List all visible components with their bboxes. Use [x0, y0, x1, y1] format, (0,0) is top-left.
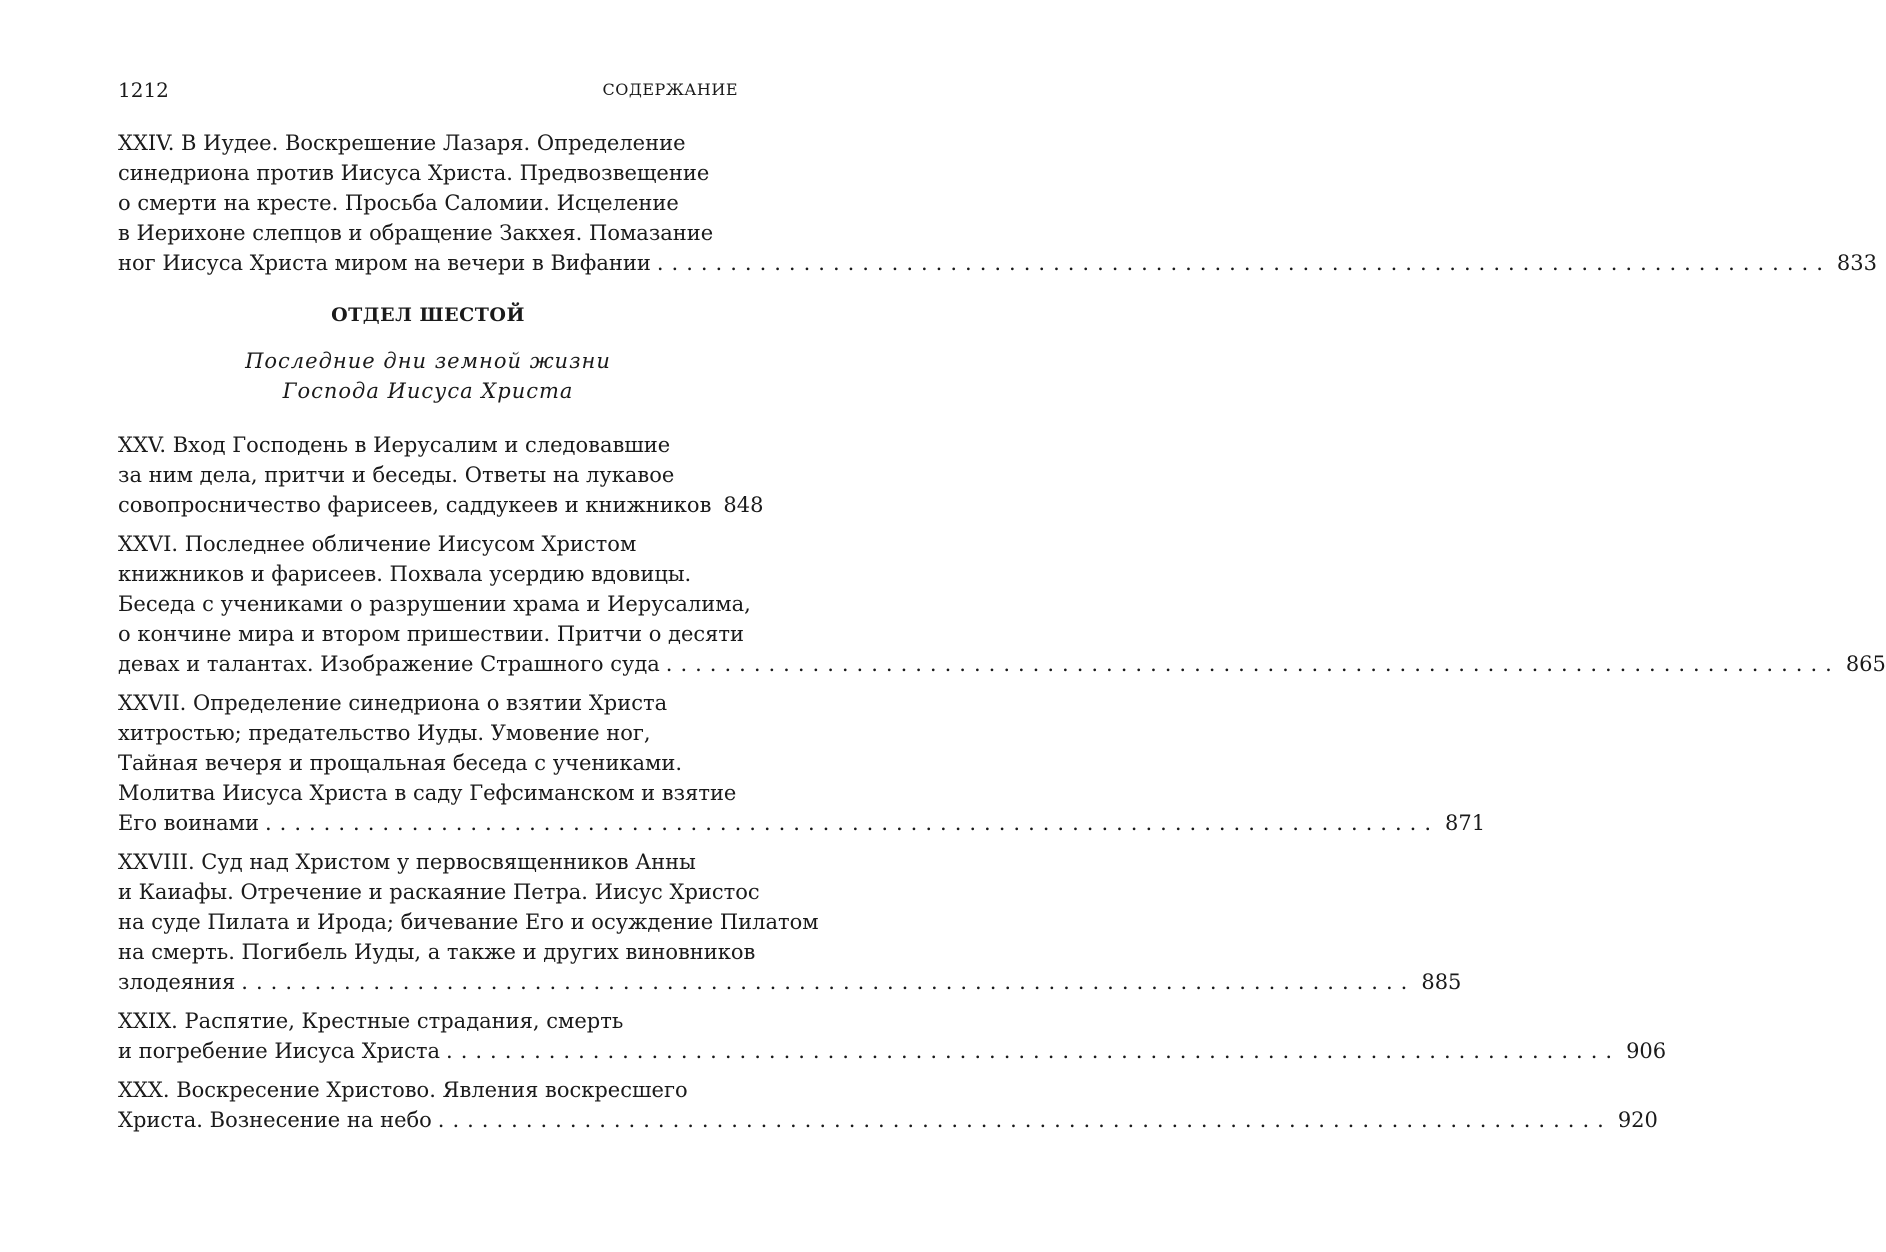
- toc-entry-text: совопросничество фарисеев, саддукеев и книжников: [118, 493, 712, 517]
- toc-entry-line: XXVII. Определение синедриона о взятии Христа: [118, 691, 668, 715]
- table-of-contents: [118, 128, 1886, 1144]
- toc-entry: [118, 1006, 1667, 1066]
- toc-entry: [118, 128, 1877, 278]
- toc-entry-text: злодеяния: [118, 970, 236, 994]
- toc-entry-line: XXVIII. Суд над Христом у первосвященников Анны: [118, 850, 696, 874]
- toc-entry-last-line: [118, 1036, 1667, 1066]
- toc-entry-line: за ним дела, притчи и беседы. Ответы на лукавое: [118, 463, 675, 487]
- toc-entry-last-line: [118, 808, 1486, 838]
- toc-entry-last-line: [118, 490, 764, 520]
- dot-leader: ................................................................................: [656, 251, 1831, 275]
- dot-leader: ................................................................................: [241, 970, 1416, 994]
- dot-leader: ................................................................................: [437, 1108, 1612, 1132]
- toc-entry-line: книжников и фарисеев. Похвала усердию вдовицы.: [118, 562, 692, 586]
- toc-entry-line: о кончине мира и втором пришествии. Притчи о десяти: [118, 622, 745, 646]
- section-subtitle-line: Последние дни земной жизни: [245, 349, 611, 373]
- toc-entry-line: в Иерихоне слепцов и обращение Закхея. Помазание: [118, 221, 714, 245]
- toc-page-number: 865: [1845, 652, 1886, 676]
- toc-entry: [118, 529, 1886, 679]
- dot-leader: ................................................................................: [665, 652, 1840, 676]
- toc-entry-line: XXIX. Распятие, Крестные страдания, смерть: [118, 1009, 624, 1033]
- page-number: 1212: [118, 78, 169, 102]
- toc-page-number: 848: [723, 493, 764, 517]
- toc-entries-before: [118, 128, 1877, 278]
- toc-entry-line: XXVI. Последнее обличение Иисусом Христом: [118, 532, 637, 556]
- toc-page-number: 906: [1626, 1039, 1667, 1063]
- toc-entry-text: и погребение Иисуса Христа: [118, 1039, 441, 1063]
- toc-entry-line: хитростью; предательство Иуды. Умовение ног,: [118, 721, 651, 745]
- toc-entry-text: ног Иисуса Христа миром на вечери в Вифании: [118, 251, 651, 275]
- page-header: [118, 78, 738, 108]
- section-subtitle: [118, 346, 738, 406]
- toc-entry-line: о смерти на кресте. Просьба Саломии. Исцеление: [118, 191, 679, 215]
- toc-entry-line: XXV. Вход Господень в Иерусалим и следовавшие: [118, 433, 671, 457]
- toc-page-number: 920: [1617, 1108, 1658, 1132]
- toc-entry-line: Молитва Иисуса Христа в саду Гефсиманском и взятие: [118, 781, 737, 805]
- dot-leader: ................................................................................: [446, 1039, 1621, 1063]
- section-subtitle-line: Господа Иисуса Христа: [282, 379, 574, 403]
- toc-entry-last-line: [118, 967, 1462, 997]
- toc-entry-last-line: [118, 248, 1877, 278]
- toc-page-number: 885: [1421, 970, 1462, 994]
- toc-entry-last-line: [118, 649, 1886, 679]
- toc-entry-line: на суде Пилата и Ирода; бичевание Его и осуждение Пилатом: [118, 910, 819, 934]
- toc-entry-line: XXX. Воскресение Христово. Явления воскресшего: [118, 1078, 688, 1102]
- section-title: ОТДЕЛ ШЕСТОЙ: [331, 304, 525, 326]
- toc-entry: [118, 430, 764, 520]
- toc-entry-line: Тайная вечеря и прощальная беседа с учениками.: [118, 751, 683, 775]
- toc-entry-line: Беседа с учениками о разрушении храма и Иерусалима,: [118, 592, 751, 616]
- toc-entry-line: синедриона против Иисуса Христа. Предвозвещение: [118, 161, 710, 185]
- dot-leader: ................................................................................: [264, 811, 1439, 835]
- toc-entry: [118, 688, 1486, 838]
- toc-entry-line: XXIV. В Иудее. Воскрешение Лазаря. Определение: [118, 131, 686, 155]
- toc-entry-last-line: [118, 1105, 1658, 1135]
- running-title: СОДЕРЖАНИЕ: [602, 80, 738, 99]
- toc-entry-line: на смерть. Погибель Иуды, а также и других виновников: [118, 940, 756, 964]
- toc-entries: [118, 430, 1886, 1135]
- toc-page-number: 833: [1836, 251, 1877, 275]
- toc-entry-line: и Каиафы. Отречение и раскаяние Петра. Иисус Христос: [118, 880, 760, 904]
- toc-entry-text: девах и талантах. Изображение Страшного суда: [118, 652, 660, 676]
- toc-entry: [118, 1075, 1658, 1135]
- toc-entry: [118, 847, 1462, 997]
- toc-page-number: 871: [1445, 811, 1486, 835]
- toc-entry-text: Его воинами: [118, 811, 259, 835]
- toc-entry-text: Христа. Вознесение на небо: [118, 1108, 432, 1132]
